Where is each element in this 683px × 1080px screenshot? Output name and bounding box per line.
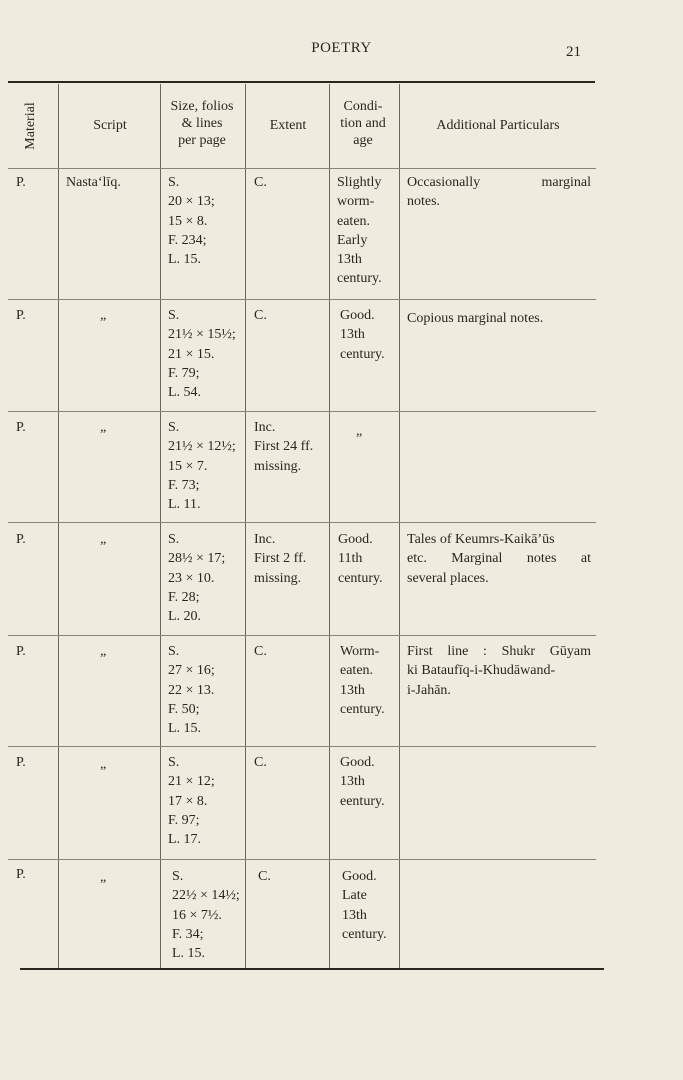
row-1-condition-line: Early [337, 232, 368, 248]
row-4-condition-line: 11th [338, 551, 363, 567]
row-7-condition-line: century. [342, 926, 387, 942]
row-7-condition-line: Late [342, 888, 367, 904]
row-4-size-line: L. 20. [168, 609, 202, 625]
row-4-condition [338, 530, 383, 588]
row-1-particulars-line: notes. [407, 194, 441, 210]
row-5-particulars [407, 642, 591, 700]
row-5-condition-line: eaten. [340, 663, 374, 679]
row-5-particulars-line: First line : Shukr Gūyam [407, 644, 591, 659]
row-6-condition-line: eentury. [340, 793, 385, 809]
row-5-size-line: L. 15. [168, 721, 202, 737]
row-1-condition [337, 173, 382, 289]
row-1-extent [254, 173, 267, 192]
row-5-condition-line: century. [340, 701, 385, 717]
header-size [160, 98, 244, 149]
header-particulars: Additional Particulars [436, 118, 560, 133]
column-rule [399, 84, 400, 968]
row-3-material: P. [16, 420, 26, 435]
row-7-condition [342, 867, 387, 944]
row-1-material: P. [16, 175, 26, 190]
row-1-size-line: 15 × 8. [168, 213, 208, 229]
row-2-extent [254, 306, 267, 325]
row-2-size-line: F. 79; [168, 365, 200, 381]
row-7-material: P. [16, 867, 26, 882]
row-6-extent-line: C. [254, 755, 267, 770]
row-4-extent [254, 530, 306, 588]
row-3-condition [356, 422, 362, 441]
row-3-size-line: 21½ × 12½; [168, 439, 236, 455]
row-5-size-line: 27 × 16; [168, 663, 215, 679]
row-6-size [168, 753, 215, 849]
row-2-condition [340, 306, 385, 364]
row-2-condition-line: 13th [340, 327, 365, 343]
row-4-extent-line: First 2 ff. [254, 551, 307, 567]
row-4-size [168, 530, 225, 626]
row-7-size [172, 867, 240, 963]
row-7-size-line: 22½ × 14½; [172, 888, 240, 904]
row-4-particulars-line: several places. [407, 570, 489, 586]
row-1-condition-line: century. [337, 271, 382, 287]
row-7-extent-line: C. [258, 869, 271, 884]
row-1-size-line: 20 × 13; [168, 194, 215, 210]
row-rule [8, 299, 596, 300]
row-5-extent [254, 642, 267, 661]
row-6-size-line: 21 × 12; [168, 774, 215, 790]
row-4-extent-line: Inc. [254, 532, 276, 547]
row-1-size-line: L. 15. [168, 252, 202, 268]
row-5-extent-line: C. [254, 644, 267, 659]
row-rule [8, 411, 596, 412]
column-rule [58, 84, 59, 968]
row-rule [8, 635, 596, 636]
header-condition-line-3: age [353, 133, 373, 148]
header-condition-line-2: tion and [340, 116, 386, 131]
row-1-condition-line: 13th [337, 252, 362, 268]
row-6-condition-line: Good. [340, 755, 375, 770]
row-1-extent-line: C. [254, 175, 267, 190]
column-rule [160, 84, 161, 968]
row-4-size-line: 23 × 10. [168, 570, 215, 586]
row-1-condition-line: Slightly [337, 175, 382, 190]
row-5-particulars-line: ki Bataufīq-i-Khudāwand- [407, 663, 556, 679]
row-2-particulars [407, 309, 595, 328]
row-2-condition-line: century. [340, 346, 385, 362]
page-number: 21 [566, 44, 581, 60]
row-4-material: P. [16, 532, 26, 547]
row-6-size-line: S. [168, 755, 180, 770]
row-6-extent [254, 753, 267, 772]
row-1-size [168, 173, 215, 269]
table-bottom-rule [20, 968, 604, 970]
row-2-material: P. [16, 308, 26, 323]
row-rule [8, 746, 596, 747]
row-5-material: P. [16, 644, 26, 659]
row-3-size-line: S. [168, 420, 180, 435]
row-4-particulars-line: etc. Marginal notes at [407, 551, 591, 567]
row-5-condition [340, 642, 385, 719]
row-2-size-line: S. [168, 308, 180, 323]
row-3-extent-line: Inc. [254, 420, 276, 435]
row-4-condition-line: Good. [338, 532, 373, 547]
row-2-size-line: 21½ × 15½; [168, 327, 236, 343]
row-1-size-line: S. [168, 175, 180, 190]
row-6-size-line: L. 17. [168, 832, 202, 848]
row-6-size-line: 17 × 8. [168, 793, 208, 809]
header-size-line-3: per page [178, 133, 226, 148]
row-2-script: „ [100, 308, 107, 323]
row-5-size [168, 642, 215, 738]
row-7-size-line: L. 15. [172, 946, 206, 962]
row-1-particulars-line: Occasionally marginal [407, 175, 591, 190]
row-5-size-line: F. 50; [168, 701, 200, 717]
row-1-particulars [407, 173, 591, 212]
row-7-size-line: 16 × 7½. [172, 907, 222, 923]
row-1-condition-line: worm- [337, 194, 375, 210]
row-2-extent-line: C. [254, 308, 267, 323]
row-rule [8, 168, 596, 169]
row-7-script: „ [100, 870, 107, 885]
row-3-script: „ [100, 420, 107, 435]
header-material [6, 84, 56, 168]
row-7-extent [258, 867, 271, 886]
row-5-size-line: 22 × 13. [168, 682, 215, 698]
row-7-size-line: S. [172, 869, 184, 884]
row-3-condition-line: „ [356, 424, 363, 439]
running-head: POETRY [311, 40, 372, 56]
row-1-script: Nasta‘līq. [66, 175, 121, 190]
row-3-extent [254, 418, 313, 476]
row-6-script: „ [100, 757, 107, 772]
row-4-size-line: F. 28; [168, 589, 200, 605]
header-extent: Extent [269, 118, 307, 133]
row-5-script: „ [100, 644, 107, 659]
row-6-condition [340, 753, 385, 811]
row-4-particulars [407, 530, 591, 588]
row-3-extent-line: First 24 ff. [254, 439, 314, 455]
row-7-condition-line: Good. [342, 869, 377, 884]
row-1-condition-line: eaten. [337, 213, 371, 229]
row-4-condition-line: century. [338, 570, 383, 586]
row-4-size-line: 28½ × 17; [168, 551, 226, 567]
row-4-script: „ [100, 532, 107, 547]
header-size-line-2: & lines [181, 116, 223, 131]
header-size-line-1: Size, folios [170, 99, 234, 114]
row-2-size [168, 306, 236, 402]
row-4-size-line: S. [168, 532, 180, 547]
row-3-size-line: F. 73; [168, 477, 200, 493]
row-2-size-line: 21 × 15. [168, 346, 215, 362]
row-rule [8, 859, 596, 860]
row-3-extent-line: missing. [254, 458, 302, 474]
row-5-particulars-line: i-Jahān. [407, 682, 451, 698]
header-material-label: Material [23, 102, 38, 150]
column-rule [245, 84, 246, 968]
row-2-size-line: L. 54. [168, 385, 202, 401]
header-condition [328, 98, 398, 149]
row-1-size-line: F. 234; [168, 232, 207, 248]
row-2-condition-line: Good. [340, 308, 375, 323]
header-script: Script [93, 118, 127, 133]
table-top-rule [8, 81, 595, 83]
row-7-size-line: F. 34; [172, 926, 204, 942]
header-condition-line-1: Condi- [343, 99, 383, 114]
row-4-extent-line: missing. [254, 570, 302, 586]
row-5-size-line: S. [168, 644, 180, 659]
row-7-condition-line: 13th [342, 907, 367, 923]
column-rule [329, 84, 330, 968]
row-6-material: P. [16, 755, 26, 770]
row-6-condition-line: 13th [340, 774, 365, 790]
row-rule [8, 522, 596, 523]
row-4-particulars-line: Tales of Keumrs-Kaikā’ūs [407, 532, 555, 547]
row-3-size-line: L. 11. [168, 497, 201, 513]
row-3-size [168, 418, 236, 514]
row-3-size-line: 15 × 7. [168, 458, 208, 474]
row-5-condition-line: 13th [340, 682, 365, 698]
row-6-size-line: F. 97; [168, 812, 200, 828]
row-5-condition-line: Worm- [340, 644, 380, 659]
row-2-particulars-line: Copious marginal notes. [407, 311, 544, 326]
